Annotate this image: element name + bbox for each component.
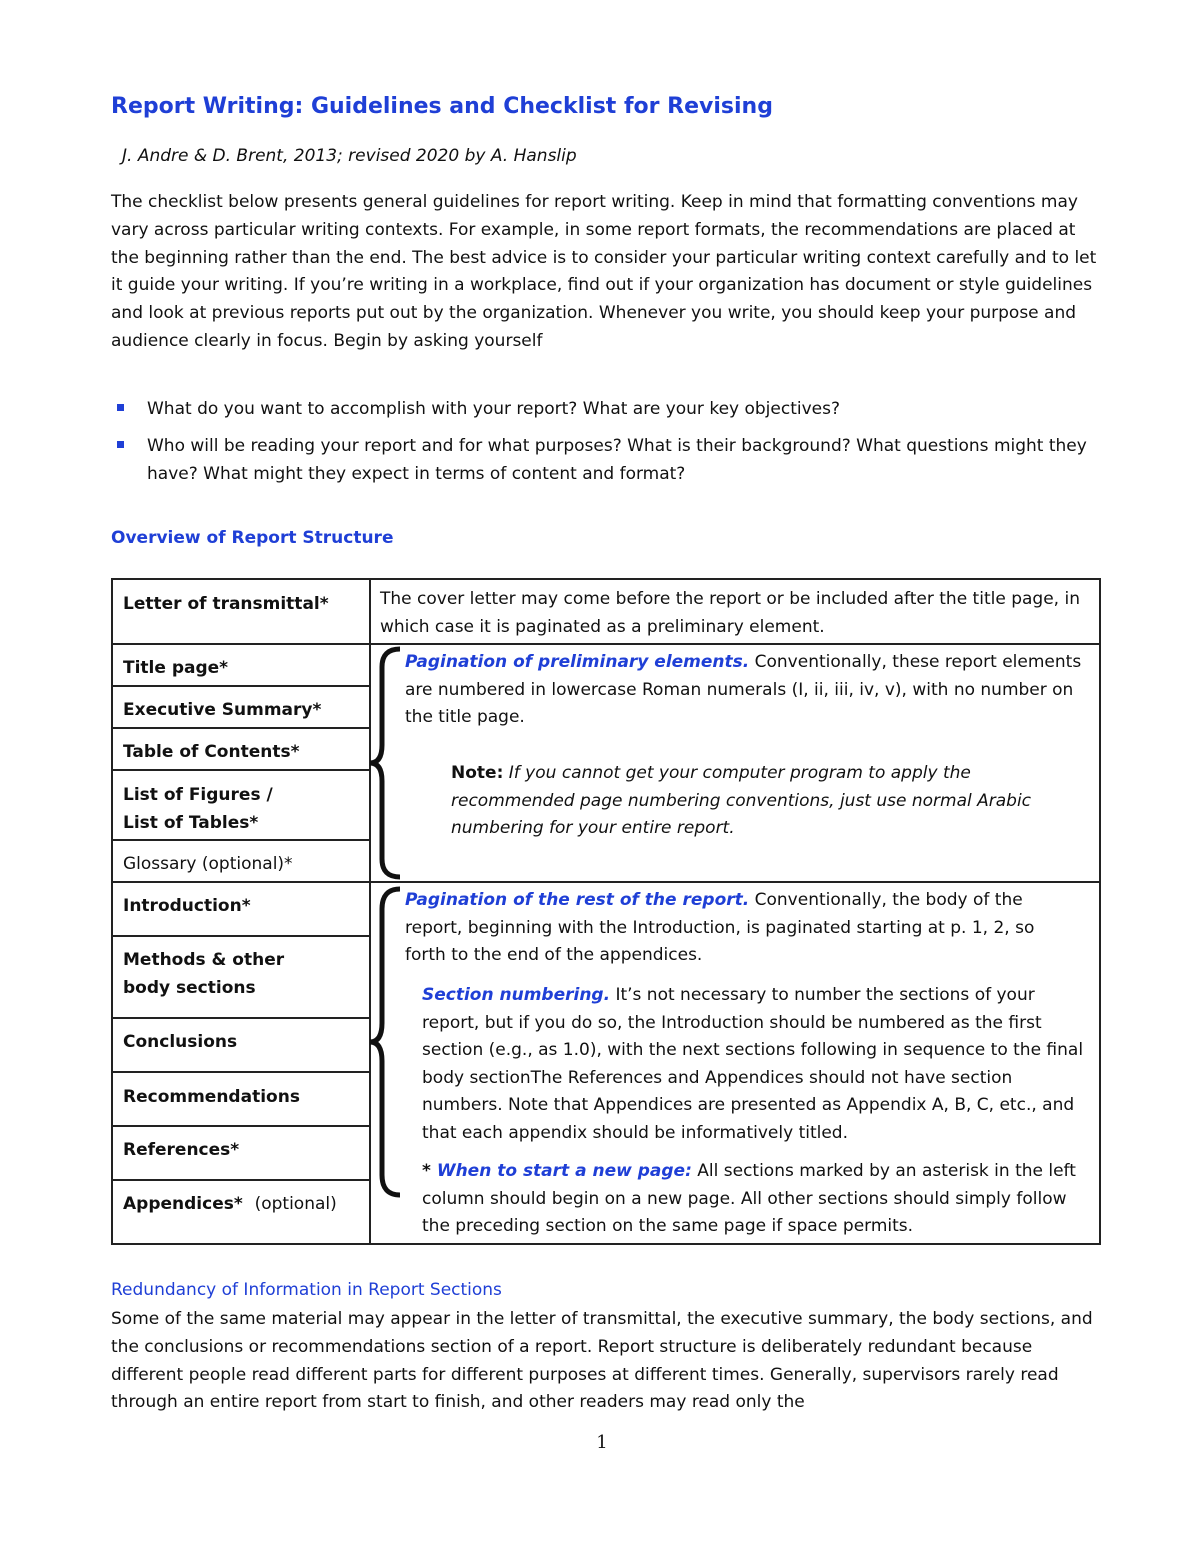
list-item bbox=[111, 396, 1101, 424]
page-title: Report Writing: Guidelines and Checklist for Revising bbox=[111, 94, 773, 119]
body-pagination-body: Conventionally, the body of the report, beginning with the Introduction, is paginated starting at p. 1, 2, so forth to the end of the appendices. bbox=[405, 890, 1035, 965]
row-divider bbox=[111, 881, 1101, 883]
objective-list bbox=[111, 396, 1101, 497]
square-bullet-icon bbox=[117, 404, 124, 411]
overview-heading: Overview of Report Structure bbox=[111, 528, 394, 548]
row-divider bbox=[111, 643, 1101, 645]
square-bullet-icon bbox=[117, 441, 124, 448]
preliminary-pagination-label: Pagination of preliminary elements. bbox=[405, 652, 750, 672]
row-label-executive-summary: Executive Summary* bbox=[123, 700, 322, 720]
row-label-appendices bbox=[123, 1190, 337, 1218]
redundancy-paragraph: Some of the same material may appear in the letter of transmittal, the executive summary, the body sections, and the conclusions or recommendations section of a report. Report structure is deliberately redundant because different people read different parts for different purposes at different times. Generally, supervisors rarely read through an entire report from start to finish, and other readers may read only the bbox=[111, 1309, 1093, 1413]
row-divider bbox=[111, 727, 371, 729]
intro-paragraph: The checklist below presents general guidelines for report writing. Keep in mind that formatting conventions may vary across particular writing contexts. For example, in some report formats, the recommendations are placed at the beginning rather than the end. The best advice is to consider your particular writing context carefully and to let it guide your writing. If you’re writing in a workplace, find out if your organization has document or style guidelines and look at previous reports put out by the organization. Whenever you write, you should keep your purpose and audience clearly in focus. Begin by asking yourself bbox=[111, 192, 1097, 351]
row-label-transmittal: Letter of transmittal* bbox=[123, 594, 329, 614]
page-number: 1 bbox=[596, 1432, 608, 1453]
bullet-text: What do you want to accomplish with your report? What are your key objectives? bbox=[147, 399, 840, 419]
new-page-label: When to start a new page: bbox=[436, 1161, 692, 1181]
body-pagination-text bbox=[405, 887, 1045, 970]
preliminary-brace-icon bbox=[366, 645, 402, 881]
row-label-body-sections: body sections bbox=[123, 978, 256, 998]
section-numbering-text bbox=[422, 982, 1094, 1147]
asterisk-marker: * bbox=[422, 1161, 437, 1181]
row-label-glossary: Glossary (optional)* bbox=[123, 854, 293, 874]
row-divider bbox=[111, 685, 371, 687]
section-numbering-body: It’s not necessary to number the sections of your report, but if you do so, the Introduction should be numbered as the first section (e.g., as 1.0), with the next sections following in sequence to the final body sectionThe References and Appendices should not have section numbers. Note that Appendices are presented as Appendix A, B, C, etc., and that each appendix should be informatively titled. bbox=[422, 985, 1084, 1143]
section-numbering-label: Section numbering. bbox=[422, 985, 611, 1005]
row-label-introduction: Introduction* bbox=[123, 896, 251, 916]
row-divider bbox=[111, 769, 371, 771]
intro-section bbox=[111, 189, 1101, 356]
note-body: If you cannot get your computer program to apply the recommended page numbering conventions, just use normal Arabic numbering for your entire report. bbox=[451, 763, 1032, 838]
bullet-text: Who will be reading your report and for what purposes? What is their background? What questions might they have? What might they expect in terms of content and format? bbox=[147, 435, 1087, 484]
row-label-title-page: Title page* bbox=[123, 658, 229, 678]
row-label-list-of-figures: List of Figures / bbox=[123, 785, 273, 805]
row-label-recommendations: Recommendations bbox=[123, 1087, 300, 1107]
row-divider bbox=[111, 1125, 371, 1127]
redundancy-heading: Redundancy of Information in Report Sections bbox=[111, 1280, 502, 1300]
row-divider bbox=[111, 1179, 371, 1181]
row-divider bbox=[111, 935, 371, 937]
new-page-body: All sections marked by an asterisk in the left column should begin on a new page. All other sections should simply follow the preceding section on the same page if space permits. bbox=[422, 1161, 1076, 1236]
appendices-optional-note: (optional) bbox=[254, 1194, 337, 1214]
list-item bbox=[111, 433, 1101, 489]
numbering-note bbox=[451, 760, 1081, 843]
transmittal-description: The cover letter may come before the report or be included after the title page, in which case it is paginated as a preliminary element. bbox=[380, 589, 1080, 637]
new-page-text bbox=[422, 1158, 1094, 1241]
appendices-label: Appendices* bbox=[123, 1194, 243, 1214]
row-divider bbox=[111, 1071, 371, 1073]
row-label-references: References* bbox=[123, 1140, 240, 1160]
note-label: Note: bbox=[451, 763, 504, 783]
row-divider bbox=[111, 839, 371, 841]
body-pagination-label: Pagination of the rest of the report. bbox=[405, 890, 750, 910]
preliminary-pagination-body: Conventionally, these report elements are numbered in lowercase Roman numerals (I, ii, iii, iv, v), with no number on the title page. bbox=[405, 652, 1082, 727]
row-label-list-of-tables: List of Tables* bbox=[123, 813, 259, 833]
preliminary-pagination-text bbox=[405, 649, 1085, 732]
author-line: J. Andre & D. Brent, 2013; revised 2020 by A. Hanslip bbox=[122, 146, 577, 166]
row-divider bbox=[111, 1017, 371, 1019]
row-label-conclusions: Conclusions bbox=[123, 1032, 238, 1052]
row-label-table-of-contents: Table of Contents* bbox=[123, 742, 300, 762]
row-label-methods: Methods & other bbox=[123, 950, 285, 970]
body-brace-icon bbox=[366, 883, 402, 1201]
